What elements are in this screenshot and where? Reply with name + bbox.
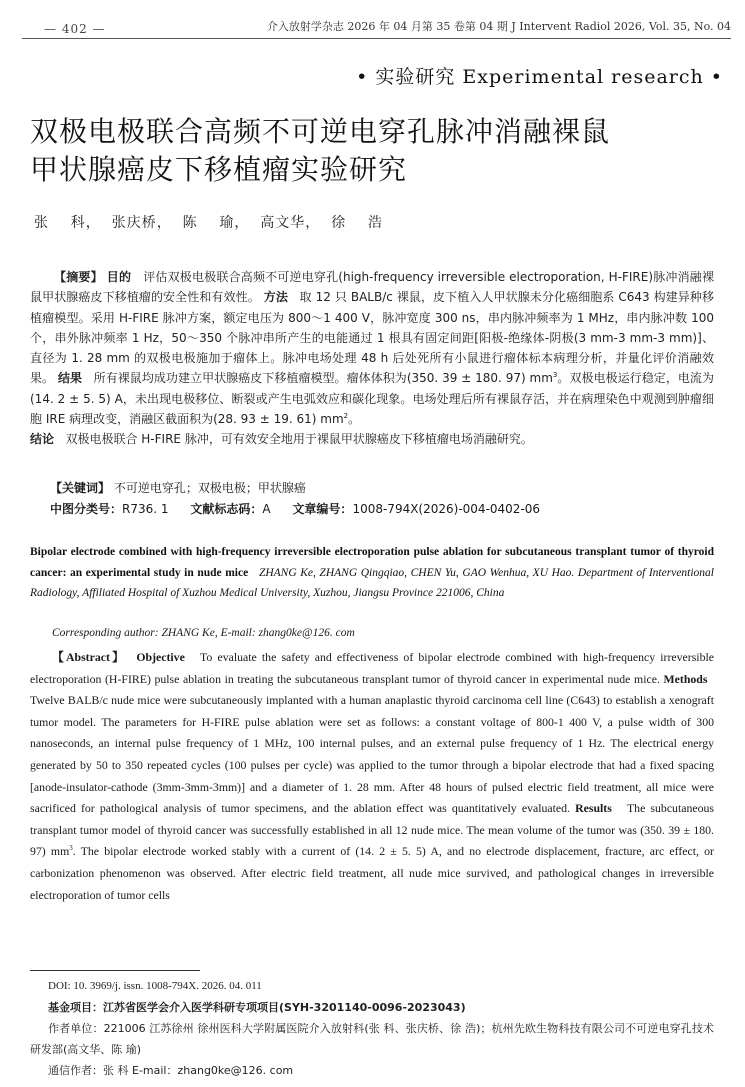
conclusion-cn-label: 结论 <box>30 432 55 447</box>
doi: DOI: 10. 3969/j. issn. 1008-794X. 2026. 04. 011 <box>48 980 262 992</box>
keywords-cn <box>50 479 306 496</box>
results-en-sup: 3 <box>69 844 73 853</box>
keywords-value: 不可逆电穿孔；双极电极；甲状腺癌 <box>113 481 306 495</box>
results-cn-label: 结果 <box>57 371 83 386</box>
article-number-value: 1008-794X(2026)-004-0402-06 <box>352 502 541 516</box>
results-en-text-b: . The bipolar electrode worked stably with a current of (14. 2 ± 5. 5) A, and no electrode displacement, fracture, arc effect, or carbonization phenomenon was observed. After electric field treatment, all nude mice survived, and pathological changes in irreversible electroporation of tumor cells <box>30 844 714 902</box>
results-cn-sup: 3 <box>552 371 558 380</box>
footnote-rule <box>30 970 200 971</box>
authors-affiliation-en: ZHANG Ke, ZHANG Qingqiao, CHEN Yu, GAO Wenhua, XU Hao. Department of Interventional Radiology, Affiliated Hospital of Xuzhou Medical University, Xuzhou, Jiangsu Province 221006, China <box>30 566 715 599</box>
conclusion-cn-text: 双极电极联合 H-FIRE 脉冲，可有效安全地用于裸鼠甲状腺癌皮下移植瘤电场消融研究。 <box>65 432 533 447</box>
journal-citation: 介入放射学杂志 2026 年 04 月第 35 卷第 04 期 J Intervent Radiol 2026, Vol. 35, No. 04 <box>266 20 731 33</box>
section-label: • 实验研究 Experimental research • <box>356 66 723 88</box>
results-cn-text-b: 。双极电极运行稳定，电流为(14. 2 ± 5. 5) A，未出现电极移位、断裂或产生电弧效应和碳化现象。电场处理后所有裸鼠存活，并在病理染色中观测到肿瘤细胞 IRE 病理改变，消融区截面积为(28. 93 ± 19. 61) mm <box>30 371 714 427</box>
abstract-en-label: 【Abstract】 <box>52 650 127 664</box>
abstract-cn-label: 【摘要】 <box>54 270 103 284</box>
doc-code-value: A <box>262 502 271 516</box>
methods-cn-label: 方法 <box>263 290 288 305</box>
corresponding-author-cn: 通信作者：张 科 E-mail：zhang0ke@126. com <box>48 1064 294 1077</box>
objective-en-label: Objective <box>136 650 185 664</box>
results-cn-end: 。 <box>348 412 361 427</box>
methods-cn-text: 取 12 只 BALB/c 裸鼠，皮下植入人甲状腺未分化癌细胞系 C643 构建异种移植瘤模型。采用 H-FIRE 脉冲方案，额定电压为 800～1 400 V，脉冲宽度 300 ns，串内脉冲频率为 1 MHz，串内脉冲数 100 个，串外脉冲频率 1 Hz，50～350 个脉冲串所产生的电能通过 1 根具有固定间距[阳极-绝缘体-阴极(3 mm-3 mm-3 mm)]、直径为 1. 28 mm 的双极电极施加于瘤体上。脉冲电场处理 48 h 后处死所有小鼠进行瘤体标本病理分析，并量化评价消融效果。 <box>30 290 714 386</box>
fund-info: 基金项目：江苏省医学会介入医学科研专项项目(SYH-3201140-0096-2023043) <box>48 1001 466 1014</box>
classification-line <box>50 500 540 517</box>
corresponding-author-en: Corresponding author: ZHANG Ke, E-mail: zhang0ke@126. com <box>52 627 355 639</box>
title-cn-line-1: 双极电极联合高频不可逆电穿孔脉冲消融裸鼠 <box>30 115 611 148</box>
doc-code-label: 文献标志码： <box>190 502 263 516</box>
article-title-en <box>30 542 714 604</box>
keywords-label: 【关键词】 <box>50 481 111 495</box>
author-affiliation-cn: 作者单位：221006 江苏徐州 徐州医科大学附属医院介入放射科(张 科、张庆桥、徐 浩)；杭州先欧生物科技有限公司不可逆电穿孔技术研发部(高文华、陈 瑜) <box>30 1022 714 1056</box>
results-cn-sup-2: 2 <box>343 412 349 421</box>
results-en-text-a: The subcutaneous transplant tumor model of thyroid cancer was successfully established in all 12 nude mice. The mean volume of the tumor was (350. 39 ± 180. 97) mm <box>30 801 714 859</box>
article-title-cn <box>30 113 670 189</box>
authors-cn: 张 科， 张庆桥， 陈 瑜， 高文华， 徐 浩 <box>34 215 384 231</box>
methods-en-text: Twelve BALB/c nude mice were subcutaneously implanted with a human anaplastic thyroid carcinoma cell line (C643) to establish a xenograft tumor model. The parameters for H-FIRE pulse ablation were set as follows: a constant voltage of 800-1 400 V, a pulse width of 300 nanoseconds, an internal pulse frequency of 1 MHz, 100 internal pulses, and an external pulse frequency of 1 Hz. The electrical energy generated by 50 to 350 repeated cycles (100 pulses per cycle) was applied to the tumor through a bipolar electrode that had a fixed spacing [anode-insulator-cathode (3mm-3mm-3mm)] and a diameter of 1. 28 mm. After 48 hours of pulsed electric field treatment, all mice were sacrificed for pathological analysis of tumor specimens, and the ablation effect was quantitatively evaluated. <box>30 693 714 816</box>
header-rule <box>22 38 731 39</box>
article-number-label: 文章编号： <box>292 502 353 516</box>
abstract-cn <box>30 267 714 450</box>
clc-value: R736. 1 <box>122 502 169 516</box>
abstract-en <box>30 647 714 906</box>
title-en-text: Bipolar electrode combined with high-frequency irreversible electroporation pulse ablation for subcutaneous transplant tumor of thyroid cancer: an experimental study in nude mice <box>30 546 714 579</box>
objective-en-text: To evaluate the safety and effectiveness of bipolar electrode combined with high-frequency irreversible electroporation (H-FIRE) pulse ablation in treating the subcutaneous transplant tumor of thyroid cancer in experimental nude mice. <box>30 650 714 686</box>
objective-cn-text: 评估双极电极联合高频不可逆电穿孔(high-frequency irreversible electroporation, H-FIRE)脉冲消融裸鼠甲状腺癌皮下移植瘤的安全性和有效性。 <box>30 270 714 305</box>
clc-label: 中图分类号： <box>50 502 123 516</box>
objective-cn-label: 目的 <box>106 270 132 284</box>
page-number: — 402 — <box>44 22 106 36</box>
methods-en-label: Methods <box>663 671 708 686</box>
title-cn-line-2: 甲状腺癌皮下移植瘤实验研究 <box>30 153 408 186</box>
results-cn-text-a: 所有裸鼠均成功建立甲状腺癌皮下移植瘤模型。瘤体体积为(350. 39 ± 180. 97) mm <box>93 371 553 386</box>
results-en-label: Results <box>575 801 612 816</box>
